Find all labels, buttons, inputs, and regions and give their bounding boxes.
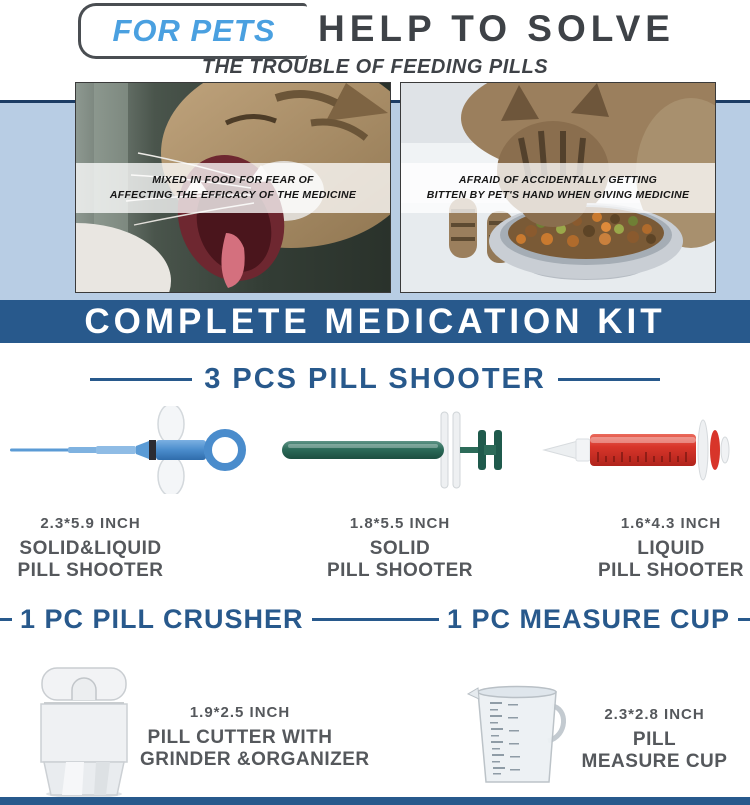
shooter-1-size: 2.3*5.9 INCH xyxy=(40,515,141,532)
right-rule-line xyxy=(558,378,660,381)
complete-kit-banner xyxy=(0,300,750,343)
crusher-size: 1.9*2.5 INCH xyxy=(189,704,291,721)
left-rule-line xyxy=(90,378,192,381)
shooter-section-header xyxy=(90,362,660,396)
shooter-2-size: 1.8*5.5 INCH xyxy=(349,515,451,532)
for-pets-label: FOR PETS xyxy=(112,13,276,48)
page-title: HELP TO SOLVE xyxy=(318,8,675,49)
crusher-name-line2: GRINDER &ORGANIZER xyxy=(140,749,370,770)
caption-left-line1: MIXED IN FOOD FOR FEAR OF xyxy=(152,174,314,186)
shooter-1-name-line2: PILL SHOOTER xyxy=(17,560,164,581)
shooter-label-3 xyxy=(592,515,750,582)
measure-cup-image xyxy=(460,684,568,786)
shooter-1-name-line1: SOLID&LIQUID xyxy=(19,538,162,559)
red-liquid-syringe-image xyxy=(538,406,738,494)
caption-right-line1: AFRAID OF ACCIDENTALLY GETTING xyxy=(458,174,658,186)
measure-cup-label xyxy=(572,706,737,773)
page-subtitle: THE TROUBLE OF FEEDING PILLS xyxy=(201,56,549,78)
shooter-label-2 xyxy=(310,515,490,582)
shooter-3-name-line2: PILL SHOOTER xyxy=(597,560,745,581)
shooter-2-name-line1: SOLID xyxy=(369,538,431,559)
shooter-3-size: 1.6*4.3 INCH xyxy=(620,515,722,532)
shooter-3-name-line1: LIQUID xyxy=(637,538,705,559)
caption-right xyxy=(401,163,715,213)
pill-crusher-image xyxy=(36,660,132,798)
pill-crusher-section-title: 1 PC PILL CRUSHER xyxy=(20,603,304,634)
middle-rule-line xyxy=(312,618,439,621)
shooter-label-1 xyxy=(8,515,173,582)
caption-left xyxy=(76,163,390,213)
cup-name-line1: PILL xyxy=(632,729,677,750)
cup-size: 2.3*2.8 INCH xyxy=(604,706,705,723)
for-pets-badge xyxy=(78,3,307,59)
cup-name-line2: MEASURE CUP xyxy=(581,751,728,772)
pill-crusher-label xyxy=(140,704,370,771)
measure-cup-section-title: 1 PC MEASURE CUP xyxy=(446,603,730,634)
bottom-accent-bar xyxy=(0,797,750,805)
crusher-name-line1: PILL CUTTER WITH xyxy=(147,727,333,748)
caption-left-line2: AFFECTING THE EFFICACY OF THE MEDICINE xyxy=(109,189,357,201)
bottom-section-headers xyxy=(0,602,750,636)
shooter-2-name-line2: PILL SHOOTER xyxy=(326,560,474,581)
right-stub-line xyxy=(738,618,750,621)
shooter-section-title: 3 PCS PILL SHOOTER xyxy=(204,362,546,395)
caption-right-line2: BITTEN BY PET'S HAND WHEN GIVING MEDICINE xyxy=(426,189,690,201)
yawning-cat-photo xyxy=(75,82,391,293)
green-pill-shooter-image xyxy=(278,406,506,494)
blue-pill-shooter-image xyxy=(8,406,246,494)
cat-eating-from-bowl-photo xyxy=(400,82,716,293)
banner-title: COMPLETE MEDICATION KIT xyxy=(84,301,666,341)
left-stub-line xyxy=(0,618,12,621)
